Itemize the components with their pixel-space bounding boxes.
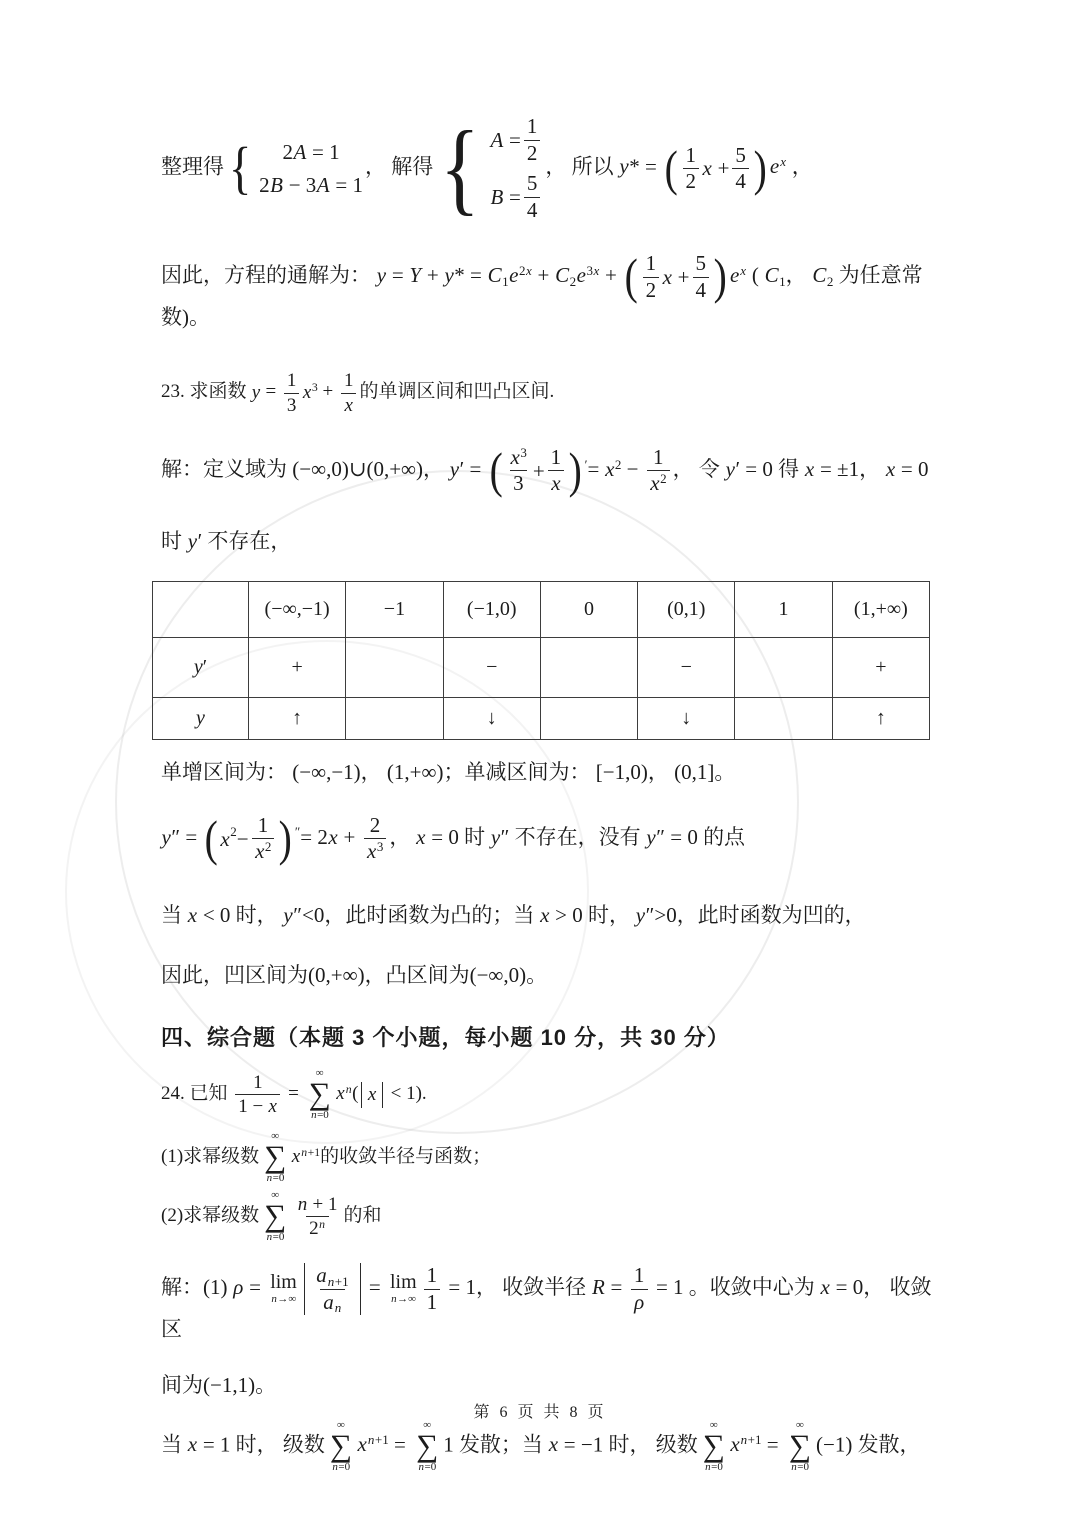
text-run: 不存在， (207, 529, 292, 553)
text-run: 已知 (189, 1083, 233, 1105)
superscript: ′ (584, 456, 588, 472)
table-header-cell: 1 (735, 582, 832, 638)
table-header-cell: 0 (540, 582, 637, 638)
math-run: (1,+∞) (386, 760, 444, 785)
problem-24-part2 (161, 1190, 951, 1243)
system-row (282, 138, 339, 166)
math-run: = 1 (655, 1274, 684, 1299)
text-run: ，此时函数为凹的， (676, 902, 866, 927)
math-fraction: $\frac{5}{4}$ (732, 143, 749, 195)
math-run: (−∞,0) (469, 963, 527, 988)
table-header-cell: (−∞,−1) (249, 582, 346, 638)
math-run: x (255, 839, 265, 864)
summation-symbol: ∞ ∑ n=0 (264, 1130, 287, 1185)
math-fraction: $\frac{x3}{3}$ (510, 444, 527, 496)
text-run: 。收敛中心为 (688, 1274, 821, 1299)
math-run: = (766, 1432, 779, 1457)
table-cell: − (443, 638, 540, 698)
text-run: 。 (526, 963, 548, 988)
math-abs-group (304, 1263, 361, 1315)
table-cell: + (832, 638, 929, 698)
math-run: y″ = 0 (646, 824, 698, 849)
text-run: 的点 (703, 824, 746, 849)
math-run: x (367, 839, 377, 864)
sigma-glyph: ∑ (264, 1139, 287, 1175)
math-abs-group (361, 1082, 382, 1108)
math-run: ( C (751, 262, 779, 287)
math-run: x (510, 444, 520, 469)
text-run: 解：定义域为 (161, 456, 293, 481)
math-run: R = (591, 1274, 623, 1299)
text-run: ， 收敛区 (161, 1274, 932, 1342)
math-fraction: $\frac{1}{2}$ (683, 143, 700, 195)
text-run: 时， (235, 902, 283, 927)
text-run: 间为 (161, 1373, 203, 1398)
math-fraction: $\frac{5}{4}$ (693, 251, 710, 303)
table-cell: ↓ (443, 698, 540, 740)
math-run: 23. (161, 381, 185, 403)
math-fraction: $\frac{5}{4}$ (524, 171, 541, 223)
text-run: ；单减区间为： (443, 760, 596, 785)
limit-symbol: lim n→∞ (390, 1271, 417, 1306)
text-run: ， 解得 (364, 154, 434, 179)
sigma-glyph: ∑ (416, 1427, 439, 1463)
math-fraction: $\frac{1}{3}$ (284, 369, 300, 417)
table-cell (735, 638, 832, 698)
problem-23-statement (161, 369, 951, 417)
math-run: e (576, 262, 586, 287)
math-run: (0,1] (674, 760, 715, 785)
text-run: 时， 级数 (608, 1432, 698, 1457)
math-fraction: $\frac{1}{1}$ (424, 1263, 441, 1315)
text-run: (1)求幂级数 (161, 1146, 260, 1168)
math-run: = 1 (448, 1274, 476, 1299)
table-header-cell: −1 (346, 582, 443, 638)
text-run: 时， (588, 902, 636, 927)
monotonicity-table-wrap (161, 581, 951, 740)
math-run: (−1,1) (203, 1373, 256, 1398)
math-run: x > 0 (540, 902, 583, 927)
math-run: 24. (161, 1083, 185, 1105)
superscript: x (740, 262, 747, 278)
math-run: e (509, 262, 519, 287)
text-run: ， (423, 456, 450, 481)
text-run: ， (360, 760, 387, 785)
math-run: x (220, 826, 230, 851)
solution-24-radius-line (161, 1263, 951, 1343)
table-header-cell: (1,+∞) (832, 582, 929, 638)
math-run: x + (662, 264, 690, 289)
math-run: x (730, 1432, 740, 1457)
math-run: x = 1 (187, 1432, 231, 1457)
system-row (259, 171, 363, 199)
math-fraction: $\frac{1}{2}$ (643, 251, 660, 303)
limit-symbol: lim n→∞ (270, 1271, 297, 1306)
math-paren-group (488, 445, 584, 497)
subscript: n+1 (327, 1273, 349, 1289)
sigma-glyph: ∑ (702, 1427, 725, 1463)
text-run: 当 (161, 902, 188, 927)
text-run: 时， 级数 (235, 1432, 325, 1457)
summation-symbol: ∞ ∑ n=0 (264, 1189, 287, 1244)
math-run: y″ (635, 902, 655, 927)
left-paren: ( (624, 249, 638, 305)
math-run: (−∞,−1) (292, 760, 361, 785)
table-header-cell: (−1,0) (443, 582, 540, 638)
subscript: 1 (779, 273, 786, 289)
math-fraction: $\frac{1}{2}$ (524, 114, 541, 166)
math-run: C (812, 262, 827, 287)
text-run: 当 (161, 1432, 188, 1457)
math-run: < 1). (390, 1083, 427, 1105)
text-run: 得 (778, 456, 805, 481)
text-run: 发散， (857, 1432, 921, 1457)
math-brace-system (226, 135, 363, 201)
subscript: n (334, 1300, 342, 1316)
text-run: 解：(1) (161, 1274, 233, 1299)
math-run: (−1) (815, 1432, 853, 1457)
superscript: 2 (614, 456, 622, 472)
section-4-heading: 四、综合题（本题 3 个小题，每小题 10 分，共 30 分） (161, 1025, 730, 1051)
text-run: 。 (714, 760, 736, 785)
math-fraction: $\frac{1}{x2}$ (647, 445, 670, 497)
math-run: = (393, 1432, 406, 1457)
math-run: + (322, 381, 334, 403)
concavity-conclusion-line (161, 961, 951, 989)
table-cell: ↓ (638, 698, 735, 740)
math-fraction: $\frac{1}{1 - x}$ (235, 1071, 280, 1119)
system-row (490, 114, 543, 166)
math-run: x (357, 1432, 367, 1457)
math-run: ( (352, 1083, 359, 1105)
table-cell (346, 638, 443, 698)
math-fraction: $\frac{1}{x}$ (548, 445, 565, 497)
math-run: x < 0 (187, 902, 231, 927)
math-run: = (368, 1274, 381, 1299)
math-run: x = ±1 (804, 456, 860, 481)
general-solution-line (161, 251, 951, 331)
monotonicity-table (152, 581, 930, 740)
math-fraction: $\frac{1}{\rho}$ (631, 1263, 648, 1315)
text-run: 整理得 (161, 154, 224, 179)
math-run: y′ = 0 (725, 456, 773, 481)
table-cell: ↑ (832, 698, 929, 740)
table-cell: + (249, 638, 346, 698)
superscript: 2 (230, 823, 237, 839)
left-paren: ( (205, 810, 219, 866)
text-run: ， 收敛半径 (475, 1274, 592, 1299)
math-run: x = −1 (548, 1432, 604, 1457)
math-paren-group (663, 140, 768, 196)
math-run: x = 0 (885, 456, 929, 481)
math-run: x (302, 381, 312, 403)
text-run: 时 (161, 529, 188, 553)
summation-symbol: ∞ ∑ n=0 (788, 1418, 811, 1473)
math-run: 2B − 3A = 1 (259, 173, 363, 198)
solution-24-divergence-line (161, 1420, 951, 1473)
text-run: 因此，方程的通解为： (161, 262, 377, 287)
math-run: x (291, 1146, 301, 1168)
text-run: ，凸区间为 (364, 963, 470, 988)
math-run: e (769, 154, 780, 179)
math-paren-group (623, 251, 728, 303)
math-run: y″ (283, 902, 302, 927)
solution-23-domain-line (161, 445, 951, 497)
math-run: 1 (443, 1432, 454, 1457)
right-paren: ) (279, 810, 293, 866)
math-paren-group (203, 810, 293, 866)
text-run: 求函数 (189, 381, 252, 403)
superscript: 3x (586, 262, 600, 278)
math-run: 2A = 1 (282, 139, 340, 164)
page-footer: 第 6 页 共 8 页 (473, 1404, 607, 1421)
summation-symbol: ∞ ∑ n=0 (702, 1418, 725, 1473)
text-run: 。 (255, 1373, 277, 1398)
math-run: [−1,0) (595, 760, 648, 785)
math-run: x (650, 471, 660, 496)
summation-symbol: ∞ ∑ n=0 (308, 1067, 331, 1122)
math-run: a (316, 1263, 327, 1288)
superscript: 2 (660, 471, 667, 487)
math-run: A = (490, 127, 521, 152)
math-fraction (313, 1263, 352, 1315)
text-run: 因此，凹区间为 (161, 963, 308, 988)
table-cell (346, 698, 443, 740)
text-run: 的单调区间和凹凸区间. (359, 381, 555, 403)
solution-23-cont-line (161, 527, 951, 555)
page-content (161, 110, 951, 1473)
text-run: 不存在，没有 (514, 824, 646, 849)
text-run: ，此时函数为凸的；当 (324, 902, 540, 927)
math-run: = x (587, 456, 615, 481)
system-row (490, 171, 543, 223)
superscript: n+1 (367, 1431, 389, 1447)
math-run: = (288, 1083, 299, 1105)
superscript: 3 (520, 444, 527, 460)
math-run: + C (537, 262, 570, 287)
problem-24-statement (161, 1068, 951, 1121)
superscript: 2 (264, 839, 272, 855)
subscript: 2 (826, 273, 834, 289)
math-run: (−∞,0)∪(0,+∞) (292, 456, 424, 481)
text-run: (2)求幂级数 (161, 1204, 260, 1226)
eq-system-line (161, 110, 951, 225)
table-cell (540, 638, 637, 698)
math-run: <0 (302, 902, 325, 927)
math-fraction: $\frac{n + 1}{2n}$ (297, 1193, 338, 1240)
math-run: e (729, 262, 740, 287)
text-run: ， (786, 154, 813, 179)
text-run: ， (859, 456, 886, 481)
sigma-glyph: ∑ (308, 1076, 331, 1112)
text-run: 的和 (343, 1204, 382, 1226)
table-header-cell (153, 582, 249, 638)
text-run: ， 令 (672, 456, 726, 481)
math-run: a (323, 1289, 334, 1314)
text-run: 的收敛半径与函数； (320, 1146, 492, 1168)
table-cell (540, 698, 637, 740)
math-run: x (336, 1083, 345, 1105)
superscript: n (345, 1082, 352, 1096)
summation-symbol: ∞ ∑ n=0 (416, 1418, 439, 1473)
math-run: + (532, 458, 545, 483)
math-run: x = 0 (416, 824, 459, 849)
table-header-row (153, 582, 930, 638)
math-run: y = (251, 381, 277, 403)
sigma-glyph: ∑ (788, 1427, 811, 1463)
problem-24-part1 (161, 1131, 951, 1184)
math-run: y′ = (449, 456, 482, 481)
row-label-cell: y′ (153, 638, 249, 698)
superscript: x (780, 154, 786, 170)
left-brace: { (228, 135, 252, 201)
summation-symbol: ∞ ∑ n=0 (329, 1418, 353, 1473)
text-run: 单增区间为： (161, 760, 293, 785)
subscript: 1 (502, 273, 509, 289)
subscript: 2 (569, 273, 577, 289)
sigma-glyph: ∑ (329, 1427, 353, 1463)
table-cell: ↑ (249, 698, 346, 740)
math-run: B = (490, 184, 521, 209)
table-row (153, 698, 930, 740)
math-run: = 2x + (300, 824, 356, 849)
superscript: n+1 (301, 1145, 321, 1159)
math-run: x = 0 (820, 1274, 864, 1299)
table-cell: − (638, 638, 735, 698)
text-run: ， (389, 824, 416, 849)
table-header-cell: (0,1) (638, 582, 735, 638)
math-run: y′ (187, 529, 203, 553)
text-run: ， 所以 (545, 154, 619, 179)
row-label-cell: y (153, 698, 249, 740)
text-run: ， (785, 262, 812, 287)
text-run: 为任意常数)。 (161, 262, 923, 330)
table-cell (735, 698, 832, 740)
math-run: y* = (619, 154, 657, 179)
monotonic-intervals-line (161, 758, 951, 786)
superscript: ″ (294, 824, 301, 840)
math-run: y″ = (161, 824, 198, 849)
right-paren: ) (713, 249, 727, 305)
second-derivative-line (161, 810, 951, 866)
math-run: − (626, 456, 639, 481)
superscript: n+1 (740, 1431, 762, 1447)
text-run: 时 (464, 824, 491, 849)
superscript: 3 (376, 839, 384, 855)
math-fraction: $\frac{1}{x2}$ (252, 813, 275, 865)
math-run: 2 (309, 1218, 319, 1240)
table-row (153, 638, 930, 698)
text-run: ， (647, 760, 675, 785)
concavity-analysis-line (161, 901, 951, 929)
math-run: + (605, 262, 617, 287)
math-run: x (367, 1084, 377, 1106)
sigma-glyph: ∑ (264, 1198, 287, 1234)
math-run: (0,+∞) (308, 963, 365, 988)
math-run: >0 (654, 902, 677, 927)
left-paren: ( (489, 443, 503, 499)
superscript: 2x (518, 262, 532, 278)
math-brace-system (435, 110, 543, 225)
math-fraction: $\frac{2}{x3}$ (364, 813, 387, 865)
solution-24-interval-line (161, 1371, 951, 1399)
math-run: − (236, 826, 249, 851)
superscript: n (319, 1217, 326, 1231)
text-run: 发散；当 (458, 1432, 549, 1457)
math-run: ρ = (233, 1274, 261, 1299)
math-run: y = Y + y* = C (376, 262, 502, 287)
math-fraction: $\frac{1}{x}$ (341, 369, 357, 417)
left-paren: ( (664, 140, 678, 196)
math-run: x + (702, 156, 730, 181)
left-brace: { (440, 110, 480, 225)
right-paren: ) (753, 140, 767, 196)
right-paren: ) (568, 443, 582, 499)
math-run: y″ (490, 824, 510, 849)
superscript: 3 (311, 381, 318, 395)
